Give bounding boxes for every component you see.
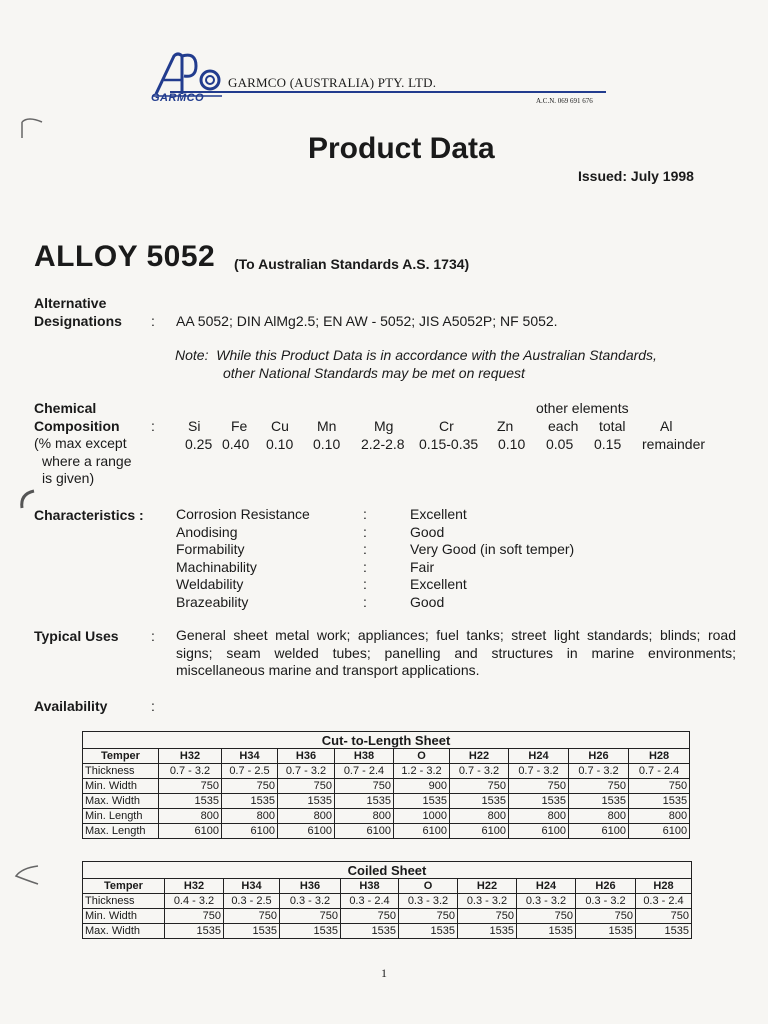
- column-header: H22: [450, 749, 509, 764]
- element-value: 0.40: [222, 436, 250, 452]
- acn-number: A.C.N. 069 691 676: [536, 97, 593, 105]
- column-header: H34: [224, 879, 280, 894]
- table-cell: 1000: [394, 809, 450, 824]
- row-label: Max. Width: [83, 924, 165, 939]
- characteristic-row: [176, 594, 676, 612]
- table-cell: 1.2 - 3.2: [394, 764, 450, 779]
- table-row: [83, 809, 690, 824]
- column-header: H28: [636, 879, 692, 894]
- colon: :: [151, 698, 155, 714]
- table-cell: 1535: [569, 794, 629, 809]
- table-row: [83, 764, 690, 779]
- table-cell: 6100: [509, 824, 569, 839]
- element-symbol: each: [548, 418, 579, 434]
- table-cell: 800: [159, 809, 222, 824]
- table-row: [83, 894, 692, 909]
- table-cell: 1535: [636, 924, 692, 939]
- colon: :: [363, 558, 367, 575]
- company-name: GARMCO (AUSTRALIA) PTY. LTD.: [228, 75, 437, 90]
- characteristic-row: [176, 506, 676, 524]
- column-header: H32: [159, 749, 222, 764]
- table-cell: 750: [450, 779, 509, 794]
- typical-uses-label: Typical Uses: [34, 628, 119, 644]
- chemical-label: where a range: [42, 453, 132, 469]
- table-cell: 750: [222, 779, 278, 794]
- chemical-label: is given): [42, 470, 95, 486]
- colon: :: [363, 541, 367, 557]
- column-header: H24: [517, 879, 576, 894]
- table-cell: 750: [280, 909, 341, 924]
- characteristic-value: Good: [410, 523, 445, 540]
- column-header: H38: [341, 879, 399, 894]
- table-cell: 0.3 - 2.4: [636, 894, 692, 909]
- element-symbol: Al: [660, 418, 673, 434]
- column-header: H28: [629, 749, 690, 764]
- table-cell: 6100: [569, 824, 629, 839]
- element-value: 0.10: [313, 436, 341, 452]
- punch-hole-mark: [16, 488, 36, 508]
- element-value: 0.25: [185, 436, 213, 452]
- table-cell: 750: [517, 909, 576, 924]
- table-cell: 0.4 - 3.2: [165, 894, 224, 909]
- table-cell: 800: [509, 809, 569, 824]
- table-cell: 6100: [394, 824, 450, 839]
- table-row: [83, 794, 690, 809]
- column-header: H38: [335, 749, 394, 764]
- table-cell: 750: [341, 909, 399, 924]
- punch-hole-mark: [18, 116, 38, 136]
- row-label: Min. Length: [83, 809, 159, 824]
- cut-to-length-table: [82, 731, 690, 839]
- availability-label: Availability: [34, 698, 108, 714]
- table-cell: 0.3 - 3.2: [399, 894, 458, 909]
- colon: :: [151, 628, 155, 644]
- table-cell: 6100: [222, 824, 278, 839]
- table-cell: 750: [636, 909, 692, 924]
- table-row: [83, 909, 692, 924]
- table-cell: 0.3 - 3.2: [280, 894, 341, 909]
- column-header: H32: [165, 879, 224, 894]
- table-cell: 6100: [159, 824, 222, 839]
- logo-wordmark: GARMCO: [151, 92, 205, 104]
- characteristic-name: Machinability: [176, 558, 257, 575]
- alt-designations-value: AA 5052; DIN AlMg2.5; EN AW - 5052; JIS A5052P; NF 5052.: [176, 313, 558, 329]
- other-elements-label: other elements: [536, 400, 629, 416]
- issued-date: Issued: July 1998: [578, 168, 694, 184]
- element-symbol: Mg: [374, 418, 394, 434]
- element-symbol: Cu: [271, 418, 289, 434]
- table-cell: 800: [278, 809, 335, 824]
- table-cell: 750: [165, 909, 224, 924]
- table-cell: 0.3 - 2.4: [341, 894, 399, 909]
- table-cell: 6100: [278, 824, 335, 839]
- characteristic-value: Good: [410, 593, 445, 610]
- row-label: Thickness: [83, 764, 159, 779]
- note-line: While this Product Data is in accordance with the Australian Standards,: [216, 347, 657, 363]
- table-cell: 0.7 - 3.2: [509, 764, 569, 779]
- column-header: O: [394, 749, 450, 764]
- table-cell: 750: [576, 909, 636, 924]
- column-header: Temper: [83, 749, 159, 764]
- table-cell: 750: [224, 909, 280, 924]
- element-value: 0.10: [266, 436, 294, 452]
- row-label: Max. Length: [83, 824, 159, 839]
- characteristic-name: Weldability: [176, 576, 244, 592]
- table-row: [83, 924, 692, 939]
- table-cell: 0.3 - 3.2: [576, 894, 636, 909]
- table-cell: 900: [394, 779, 450, 794]
- table-header-row: [83, 879, 692, 894]
- element-symbol: Si: [188, 418, 201, 434]
- table-cell: 0.7 - 3.2: [278, 764, 335, 779]
- table-cell: 1535: [222, 794, 278, 809]
- column-header: H22: [458, 879, 517, 894]
- element-value: 0.15-0.35: [419, 436, 479, 452]
- table-cell: 800: [335, 809, 394, 824]
- alt-designations-label: Designations: [34, 313, 122, 329]
- table-cell: 750: [569, 779, 629, 794]
- table-row: [83, 824, 690, 839]
- colon: :: [151, 418, 155, 434]
- table-cell: 0.3 - 3.2: [517, 894, 576, 909]
- element-value: remainder: [642, 436, 706, 452]
- table-cell: 800: [222, 809, 278, 824]
- row-label: Min. Width: [83, 779, 159, 794]
- characteristic-row: [176, 524, 676, 542]
- characteristic-name: Formability: [176, 541, 245, 557]
- table-cell: 6100: [629, 824, 690, 839]
- characteristic-name: Brazeability: [176, 593, 249, 610]
- table-cell: 1535: [280, 924, 341, 939]
- table-cell: 1535: [159, 794, 222, 809]
- table-cell: 1535: [394, 794, 450, 809]
- chemical-label: Chemical: [34, 400, 97, 416]
- column-header: H26: [576, 879, 636, 894]
- element-value: 0.15: [594, 436, 622, 452]
- punch-hole-mark: [12, 862, 32, 882]
- characteristic-name: Corrosion Resistance: [176, 506, 310, 522]
- element-value: 0.10: [498, 436, 526, 452]
- table-cell: 750: [278, 779, 335, 794]
- table-cell: 750: [629, 779, 690, 794]
- table-cell: 1535: [335, 794, 394, 809]
- table-cell: 800: [629, 809, 690, 824]
- note-line: other National Standards may be met on request: [223, 364, 525, 381]
- table-caption: Cut- to-Length Sheet: [83, 732, 690, 749]
- characteristic-row: [176, 541, 676, 559]
- chemical-label: Composition: [34, 418, 120, 434]
- table-cell: 1535: [224, 924, 280, 939]
- table-cell: 750: [458, 909, 517, 924]
- alt-designations-label: Alternative: [34, 295, 107, 311]
- table-cell: 1535: [576, 924, 636, 939]
- characteristics-label: Characteristics :: [34, 507, 144, 523]
- characteristic-value: Excellent: [410, 506, 467, 522]
- characteristic-value: Excellent: [410, 576, 467, 592]
- table-cell: 1535: [399, 924, 458, 939]
- table-cell: 750: [159, 779, 222, 794]
- table-cell: 1535: [165, 924, 224, 939]
- table-cell: 6100: [450, 824, 509, 839]
- table-cell: 1535: [509, 794, 569, 809]
- element-value: 2.2-2.8: [361, 436, 405, 452]
- colon: :: [363, 576, 367, 592]
- column-header: Temper: [83, 879, 165, 894]
- element-symbol: Fe: [231, 418, 248, 434]
- colon: :: [363, 593, 367, 610]
- coiled-sheet-table: [82, 861, 692, 939]
- column-header: H24: [509, 749, 569, 764]
- characteristic-value: Fair: [410, 558, 435, 575]
- table-cell: 800: [569, 809, 629, 824]
- colon: :: [151, 313, 155, 329]
- row-label: Min. Width: [83, 909, 165, 924]
- column-header: H26: [569, 749, 629, 764]
- table-row: [83, 779, 690, 794]
- row-label: Thickness: [83, 894, 165, 909]
- header-rule: [170, 91, 606, 93]
- table-cell: 1535: [517, 924, 576, 939]
- table-cell: 0.7 - 3.2: [569, 764, 629, 779]
- column-header: O: [399, 879, 458, 894]
- table-cell: 1535: [629, 794, 690, 809]
- typical-uses-text: General sheet metal work; appliances; fuel tanks; street light standards; blinds; road signs; seam welded tubes; panelling and structures in marine environments; miscellaneous marine and transport applications.: [176, 627, 736, 678]
- table-header-row: [83, 749, 690, 764]
- table-cell: 0.7 - 3.2: [450, 764, 509, 779]
- element-value: 0.05: [546, 436, 574, 452]
- colon: :: [363, 523, 367, 540]
- element-symbol: total: [599, 418, 626, 434]
- characteristic-row: [176, 576, 676, 594]
- page-number: 1: [381, 966, 387, 980]
- table-cell: 6100: [335, 824, 394, 839]
- table-caption: Coiled Sheet: [83, 862, 692, 879]
- table-cell: 1535: [450, 794, 509, 809]
- note-prefix: Note:: [175, 347, 209, 363]
- table-cell: 0.7 - 3.2: [159, 764, 222, 779]
- table-cell: 1535: [341, 924, 399, 939]
- table-cell: 750: [335, 779, 394, 794]
- characteristic-value: Very Good (in soft temper): [410, 541, 575, 557]
- characteristic-name: Anodising: [176, 523, 238, 540]
- colon: :: [363, 506, 367, 522]
- table-cell: 0.7 - 2.4: [335, 764, 394, 779]
- alloy-name: ALLOY 5052: [34, 240, 216, 273]
- note-block: [175, 347, 657, 382]
- table-cell: 1535: [278, 794, 335, 809]
- table-cell: 750: [509, 779, 569, 794]
- table-cell: 1535: [458, 924, 517, 939]
- chemical-label: (% max except: [34, 435, 127, 451]
- table-cell: 0.3 - 2.5: [224, 894, 280, 909]
- characteristic-row: [176, 559, 676, 577]
- table-cell: 0.7 - 2.4: [629, 764, 690, 779]
- element-symbol: Mn: [317, 418, 337, 434]
- alloy-standard: (To Australian Standards A.S. 1734): [234, 256, 470, 272]
- table-cell: 0.7 - 2.5: [222, 764, 278, 779]
- element-symbol: Cr: [439, 418, 454, 434]
- row-label: Max. Width: [83, 794, 159, 809]
- element-symbol: Zn: [497, 418, 514, 434]
- table-cell: 800: [450, 809, 509, 824]
- table-cell: 750: [399, 909, 458, 924]
- column-header: H36: [280, 879, 341, 894]
- page-title: Product Data: [308, 132, 495, 165]
- column-header: H34: [222, 749, 278, 764]
- column-header: H36: [278, 749, 335, 764]
- table-cell: 0.3 - 3.2: [458, 894, 517, 909]
